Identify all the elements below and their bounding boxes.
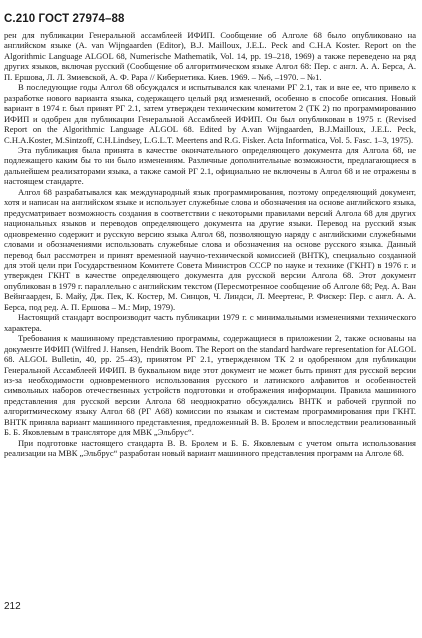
paragraph-russian-version: Алгол 68 разрабатывался как международный язык программирования, поэтому определяющий документ, хотя и написан на английском языке и использует служебные слова и обозначения на основе английского языка, предусматривает возможность создания в соответствии с некоторыми правилами версий Алгола 68 для других национальных языков и переводов определяющего документа на другие языки. Перевод на русский язык одновременно содержит и русскую версию языка Алгол 68, позволяющую наряду с английскими служебными словами и обозначениями использовать служебные слова и обозначения на основе русского языка. Данный перевод был рассмотрен и принят временной научно-технической комиссией (ВНТК), специально созданной для этой цели при Государственном Комитете Совета Министров СССР по науке и технике (ГКНТ) в 1976 г. и утвержден ГКНТ в качестве определяющего документа для русской версии Алгола 68. Этот документ опубликован в 1979 г. параллельно с английским текстом (Пересмотренное сообщение об Алголе 68; Ред. А. Ван Вейнгаарден, Б. Майу, Дж. Пек, К. Костер, М. Синцов, Ч. Линдси, Л. Меертенс, Р. Фискер: Пер. с англ. А. А. Берса, под ред. А. П. Ершова – М.: Мир, 1979). <box>4 186 416 312</box>
body-text <box>4 30 416 459</box>
paragraph-continuation: рен для публикации Генеральной ассамблеей ИФИП. Сообщение об Алголе 68 было опубликовано на английском языке (A. van Wijngaarden (Editor), B.J. Mailloux, J.E.L. Peck and C.H.A Koster. Report on the Algorithmic Language ALGOL 68, Numerische Mathematik, Vol. 14, pp. 19–218, 1969) а также переведено на ряд других языков, включая русский (Сообщение об алгоритмическом языке Алгол 68: Пер. с англ. А. А. Берса, А. П. Ершова, Л. Л. Змиевской, А. Ф. Рара // Кибернетика. Киев. 1969. – №6, –1970. – №1. <box>4 30 416 82</box>
paragraph-machine-representation: Требования к машинному представлению программы, содержащиеся в приложении 2, также основаны на документе ИФИП (Wilfred J. Hansen, Hendrik Boom. The Report on the standard hardware representation for ALGOL 68. ALGOL Bulletin, 40, pp. 25–43), принятом РГ 2.1, утвержденном ТК 2 и одобренном для публикации Генеральной Ассамблеей ИФИП. В буквальном виде этот документ не может быть принят для русской версии из-за необходимости одновременного использования русского и латинского алфавитов и особенностей символьных наборов отечественных устройств подготовки и отображения информации. Правила машинного представления для русской версии Алгола 68 неоднократно обсуждались ВНТК и рабочей группой по алгоритмическому языку Алгол 68 (РГ А68) комиссии по языкам и системам программирования при ГКНТ. ВНТК приняла вариант машинного представления, предложенный В. В. Бролем и впоследствии реализованный Б. Б. Яковлевым в трансляторе для МВК „Эльбрус“. <box>4 333 416 438</box>
paragraph-revised-report: В последующие годы Алгол 68 обсуждался и испытывался как членами РГ 2.1, так и вне ее, что привело к разработке нового варианта языка, содержащего целый ряд изменений, особенно в способе описания. Новый вариант в 1974 г. был принят РГ 2.1, затем утвержден техническим комитетом 2 (ТК 2) по программированию ИФИП и одобрен для публикации Генеральной Ассамблеей ИФИП. Он был опубликован в 1975 г. (Revised Report on the Algorithmic Language ALGOL 68. Edited by A.van Wijngaarden, B.J.Mailloux, J.E.L. Peck, C.H.A.Koster, M.Sintzoff, C.H.Lindsey, L.G.L.T. Meertens and R.G. Fisker. Acta Informatica, Vol. 5. Fasc. 1–3, 1975). <box>4 82 416 145</box>
paragraph-standard-reproduces: Настоящий стандарт воспроизводит часть публикации 1979 г. с минимальными изменениями технического характера. <box>4 312 416 333</box>
paragraph-elbrus-variant: При подготовке настоящего стандарта В. В. Бролем и Б. Б. Яковлевым с учетом опыта использования реализации на МВК „Эльбрус“ разработан новый вариант машинного представления программ на Алголе 68. <box>4 437 416 459</box>
paragraph-publication-adopted: Эта публикация была принята в качестве окончательного определяющего документа для Алгола 68, не подлежащего каким бы то ни было изменениям. Различные дополнительные возможности, предлагающиеся в дальнейшем реализаторами языка, а также самой РГ 2.1, официально не включены в Алгол 68 и не отражены в настоящем стандарте. <box>4 144 416 187</box>
running-header: С.210 ГОСТ 27974–88 <box>4 13 125 25</box>
page-number: 212 <box>4 601 21 612</box>
